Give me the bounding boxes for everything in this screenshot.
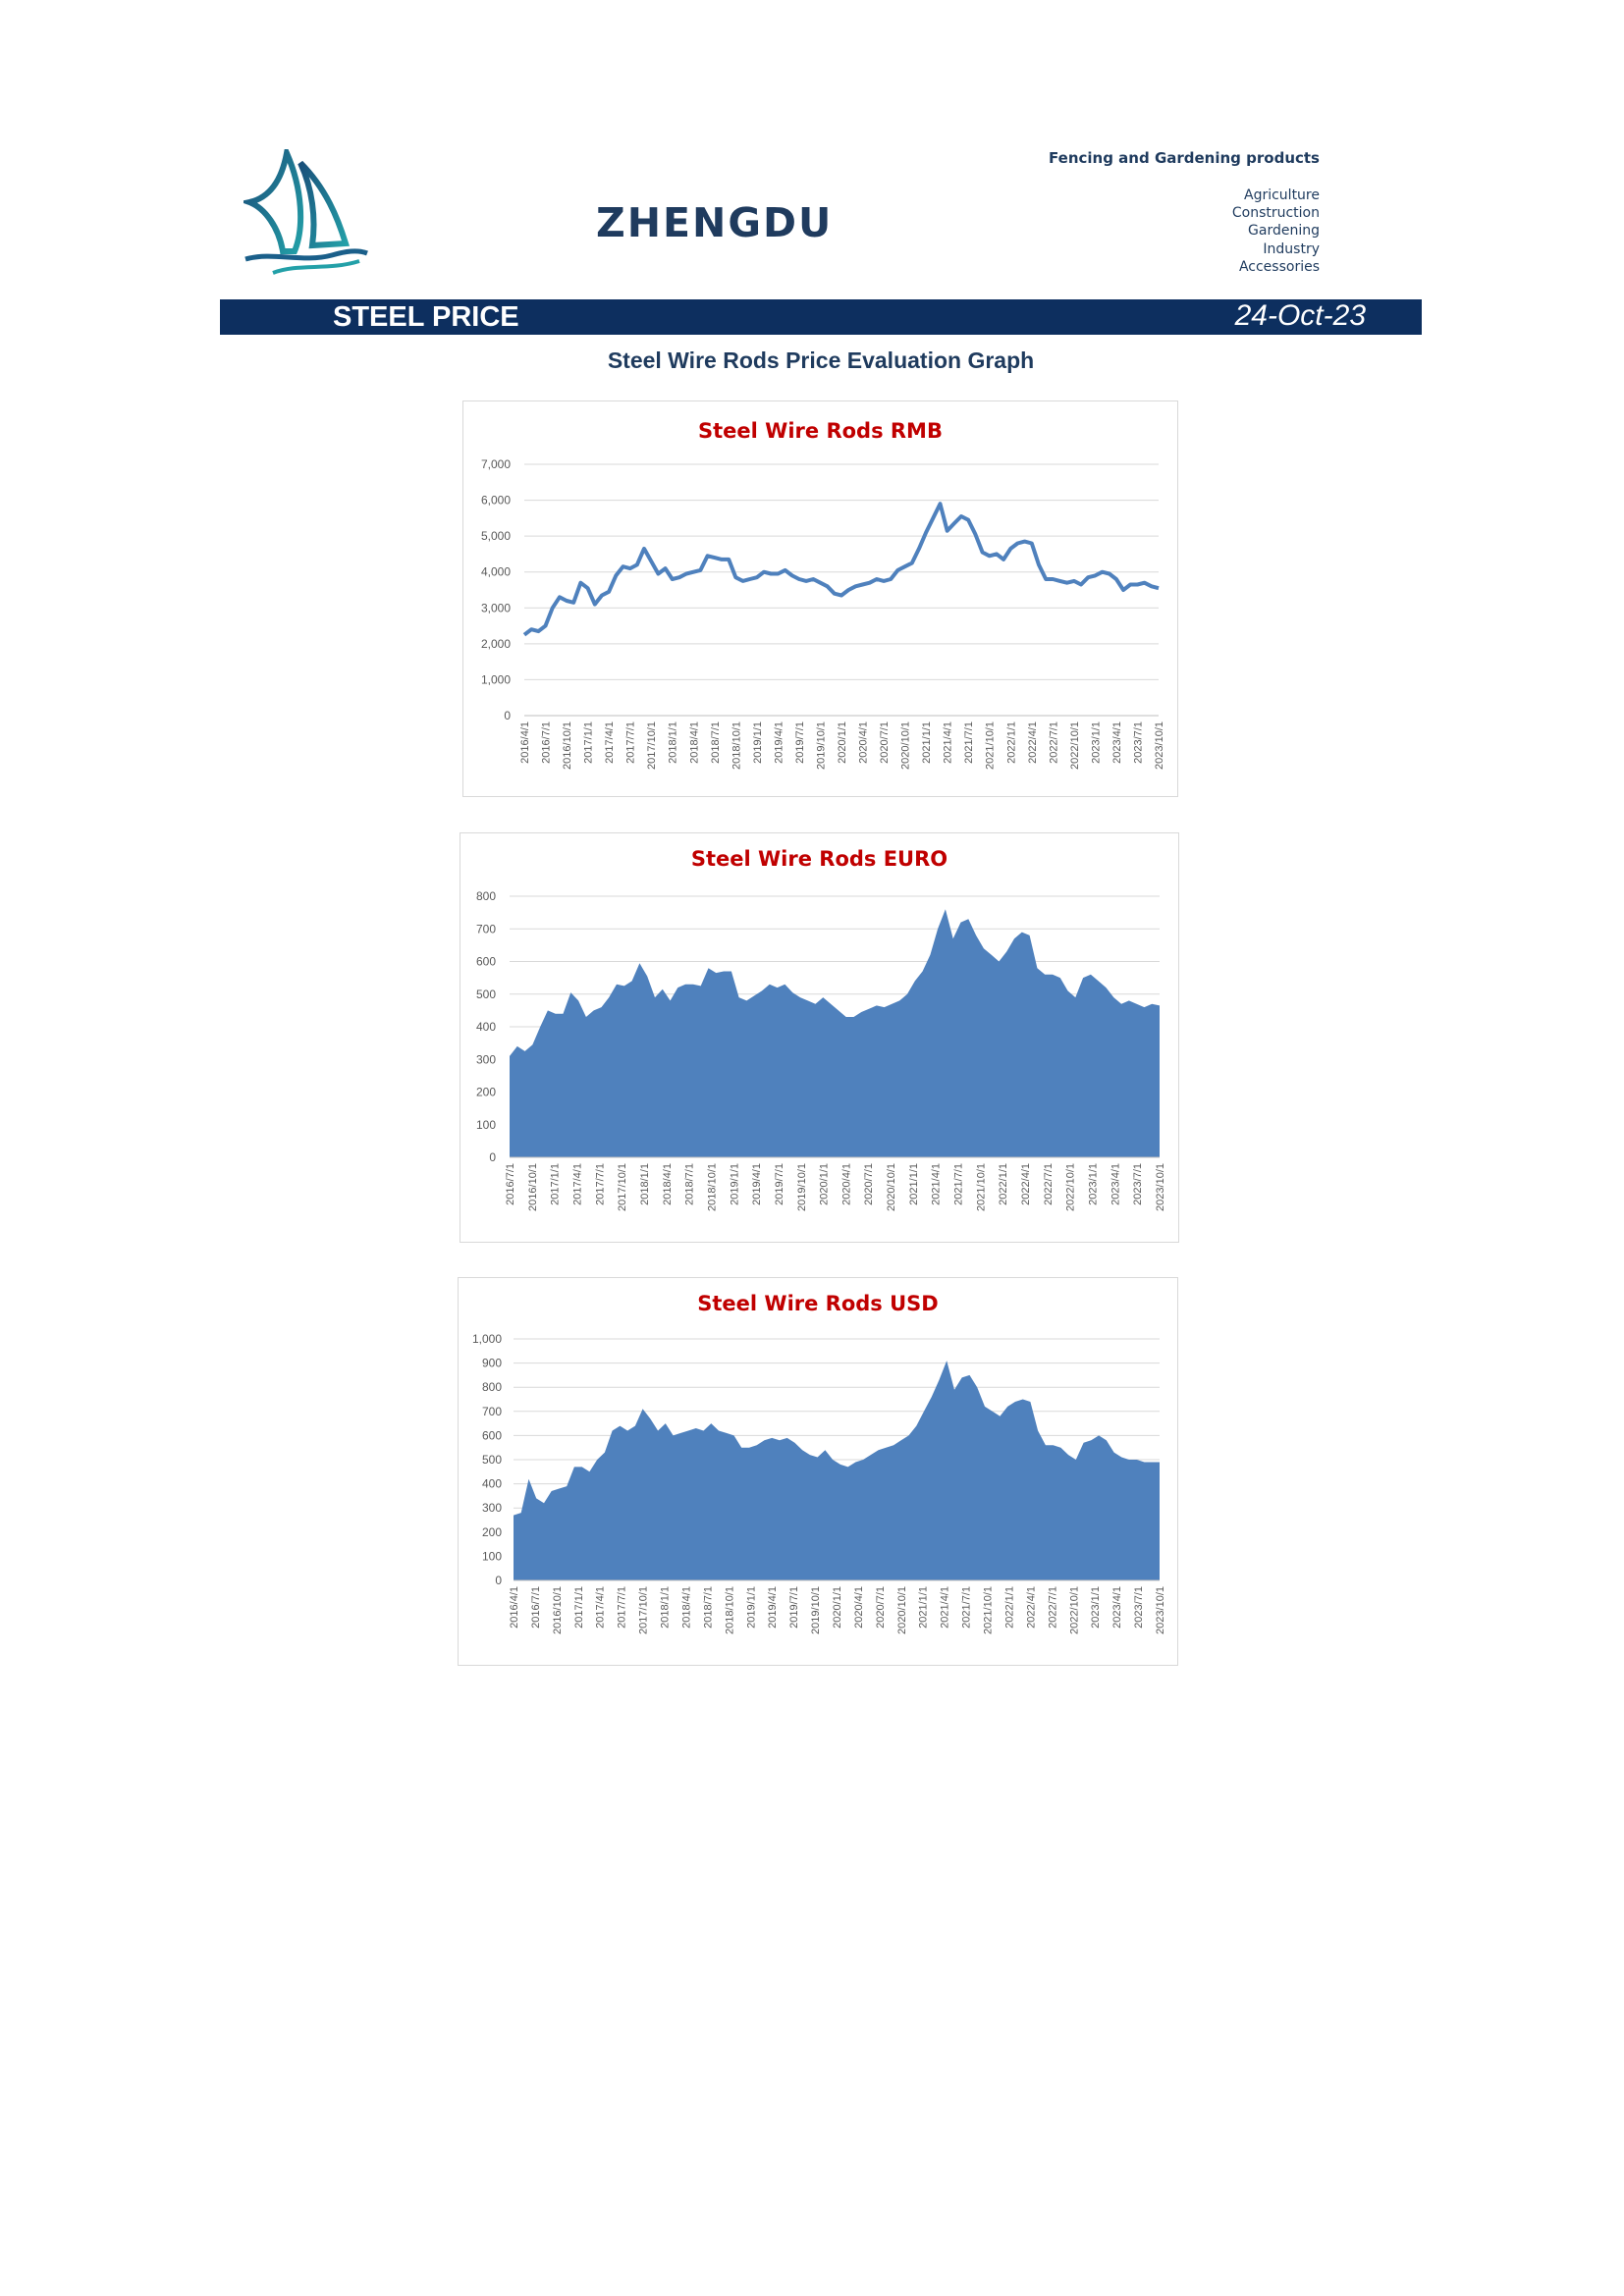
y-tick-label: 0 (504, 709, 511, 722)
y-tick-label: 600 (475, 954, 496, 969)
x-tick-label: 2022/4/1 (1020, 1163, 1033, 1205)
x-tick-label: 2020/4/1 (857, 721, 870, 764)
x-tick-label: 2016/7/1 (529, 1586, 542, 1629)
chart-svg (463, 401, 1179, 798)
x-tick-label: 2018/4/1 (661, 1163, 674, 1205)
y-tick-label: 200 (481, 1524, 502, 1539)
category-item: Construction (1231, 205, 1320, 222)
chart-euro (460, 832, 1179, 1243)
x-tick-label: 2022/1/1 (998, 1163, 1010, 1205)
x-tick-label: 2021/7/1 (963, 721, 976, 764)
y-tick-label: 6,000 (480, 493, 511, 507)
x-tick-label: 2023/4/1 (1110, 1163, 1122, 1205)
chart-title: Steel Wire Rods RMB (698, 419, 943, 443)
x-tick-label: 2023/10/1 (1155, 1586, 1166, 1634)
chart-usd (458, 1277, 1178, 1666)
x-tick-label: 2016/4/1 (509, 1586, 520, 1629)
sailboat-logo-icon (244, 149, 369, 279)
x-tick-label: 2017/10/1 (617, 1163, 629, 1211)
x-tick-label: 2019/10/1 (810, 1586, 823, 1634)
y-tick-label: 3,000 (480, 601, 511, 615)
x-tick-label: 2018/1/1 (667, 721, 679, 764)
x-tick-label: 2022/4/1 (1025, 1586, 1038, 1629)
x-tick-label: 2023/1/1 (1090, 1586, 1103, 1629)
x-tick-label: 2017/1/1 (572, 1586, 585, 1629)
x-tick-label: 2023/10/1 (1155, 1163, 1166, 1211)
x-tick-label: 2023/1/1 (1087, 1163, 1100, 1205)
y-tick-label: 400 (481, 1476, 502, 1491)
x-tick-label: 2023/7/1 (1133, 1586, 1146, 1629)
x-tick-label: 2019/4/1 (767, 1586, 780, 1629)
y-tick-label: 800 (481, 1380, 502, 1395)
x-tick-label: 2018/4/1 (680, 1586, 693, 1629)
y-tick-label: 500 (481, 1453, 502, 1467)
x-tick-label: 2020/4/1 (852, 1586, 865, 1629)
y-tick-label: 700 (481, 1404, 502, 1418)
x-tick-label: 2019/4/1 (773, 721, 785, 764)
page-subtitle: Steel Wire Rods Price Evaluation Graph (607, 347, 1035, 373)
x-tick-label: 2019/1/1 (751, 721, 764, 764)
x-tick-label: 2022/4/1 (1026, 721, 1039, 764)
x-tick-label: 2019/10/1 (815, 721, 828, 770)
y-tick-label: 4,000 (480, 564, 511, 579)
y-tick-label: 100 (475, 1117, 496, 1132)
y-tick-label: 0 (495, 1574, 502, 1587)
x-tick-label: 2018/7/1 (709, 721, 722, 764)
chart-rmb (462, 400, 1178, 797)
x-tick-label: 2020/10/1 (895, 1586, 908, 1634)
x-tick-label: 2021/1/1 (921, 721, 934, 764)
x-tick-label: 2018/10/1 (724, 1586, 736, 1634)
x-tick-label: 2018/7/1 (702, 1586, 715, 1629)
banner-title: STEEL PRICE (333, 301, 519, 333)
x-tick-label: 2018/1/1 (638, 1163, 651, 1205)
x-tick-label: 2016/4/1 (519, 721, 531, 764)
x-tick-label: 2019/1/1 (745, 1586, 758, 1629)
brand-name: ZHENGDU (596, 199, 834, 246)
y-tick-label: 1,000 (480, 672, 511, 687)
y-tick-label: 300 (481, 1501, 502, 1516)
y-tick-label: 600 (481, 1428, 502, 1443)
x-tick-label: 2017/1/1 (549, 1163, 562, 1205)
tagline: Fencing and Gardening products (1049, 149, 1320, 167)
x-tick-label: 2019/4/1 (751, 1163, 764, 1205)
x-tick-label: 2017/4/1 (594, 1586, 607, 1629)
x-tick-label: 2023/4/1 (1111, 1586, 1124, 1629)
y-tick-label: 500 (475, 987, 496, 1001)
x-tick-label: 2017/7/1 (624, 721, 637, 764)
x-tick-label: 2021/4/1 (939, 1586, 951, 1629)
y-tick-label: 300 (475, 1052, 496, 1067)
y-tick-label: 0 (489, 1150, 496, 1164)
x-tick-label: 2021/1/1 (907, 1163, 920, 1205)
y-tick-label: 7,000 (480, 457, 511, 471)
x-tick-label: 2019/7/1 (788, 1586, 801, 1629)
x-tick-label: 2021/7/1 (960, 1586, 973, 1629)
x-tick-label: 2022/1/1 (1005, 721, 1018, 764)
y-tick-label: 2,000 (480, 636, 511, 651)
x-tick-label: 2018/1/1 (659, 1586, 672, 1629)
category-item: Accessories (1238, 258, 1320, 275)
x-tick-label: 2023/7/1 (1132, 721, 1145, 764)
y-tick-label: 200 (475, 1085, 496, 1099)
x-tick-label: 2017/7/1 (616, 1586, 628, 1629)
x-tick-label: 2019/7/1 (793, 721, 806, 764)
area-series (510, 909, 1160, 1157)
x-tick-label: 2017/4/1 (604, 721, 617, 764)
x-tick-label: 2022/10/1 (1068, 1586, 1081, 1634)
x-tick-label: 2020/4/1 (840, 1163, 853, 1205)
x-tick-label: 2021/10/1 (984, 721, 997, 770)
line-series (524, 504, 1159, 635)
x-tick-label: 2020/7/1 (879, 721, 892, 764)
x-tick-label: 2020/10/1 (886, 1163, 898, 1211)
y-tick-label: 400 (475, 1020, 496, 1034)
x-tick-label: 2022/7/1 (1048, 721, 1060, 764)
area-series (514, 1361, 1160, 1580)
x-tick-label: 2018/10/1 (731, 721, 743, 770)
x-tick-label: 2023/4/1 (1110, 721, 1123, 764)
x-tick-label: 2022/10/1 (1068, 721, 1081, 770)
x-tick-label: 2021/10/1 (975, 1163, 988, 1211)
x-tick-label: 2020/10/1 (899, 721, 912, 770)
banner-date: 24-Oct-23 (1234, 299, 1366, 332)
y-tick-label: 800 (475, 889, 496, 903)
x-tick-label: 2021/4/1 (942, 721, 954, 764)
x-tick-label: 2023/7/1 (1132, 1163, 1145, 1205)
chart-svg (459, 1278, 1179, 1667)
chart-title: Steel Wire Rods EURO (690, 847, 948, 871)
x-tick-label: 2018/10/1 (706, 1163, 719, 1211)
chart-svg (460, 833, 1180, 1244)
x-tick-label: 2017/1/1 (582, 721, 595, 764)
x-tick-label: 2016/7/1 (505, 1163, 516, 1205)
title-banner (220, 299, 1422, 335)
x-tick-label: 2022/1/1 (1003, 1586, 1016, 1629)
x-tick-label: 2018/7/1 (683, 1163, 696, 1205)
x-tick-label: 2019/1/1 (729, 1163, 741, 1205)
x-tick-label: 2022/7/1 (1047, 1586, 1059, 1629)
x-tick-label: 2020/1/1 (837, 721, 848, 764)
y-tick-label: 900 (481, 1356, 502, 1370)
x-tick-label: 2017/4/1 (571, 1163, 584, 1205)
y-tick-label: 700 (475, 922, 496, 936)
x-tick-label: 2021/7/1 (952, 1163, 965, 1205)
x-tick-label: 2021/10/1 (982, 1586, 995, 1634)
chart-title: Steel Wire Rods USD (697, 1292, 939, 1315)
x-tick-label: 2017/10/1 (646, 721, 659, 770)
y-tick-label: 1,000 (471, 1332, 502, 1346)
x-tick-label: 2019/10/1 (795, 1163, 808, 1211)
x-tick-label: 2016/10/1 (526, 1163, 539, 1211)
x-tick-label: 2021/1/1 (917, 1586, 930, 1629)
category-list (1232, 187, 1320, 276)
category-item: Industry (1263, 240, 1320, 257)
x-tick-label: 2021/4/1 (930, 1163, 943, 1205)
x-tick-label: 2022/10/1 (1064, 1163, 1077, 1211)
y-tick-label: 100 (481, 1549, 502, 1564)
category-item: Gardening (1248, 223, 1320, 240)
x-tick-label: 2017/7/1 (594, 1163, 607, 1205)
x-tick-label: 2020/1/1 (818, 1163, 831, 1205)
x-tick-label: 2016/10/1 (551, 1586, 564, 1634)
x-tick-label: 2020/7/1 (863, 1163, 876, 1205)
x-tick-label: 2022/7/1 (1042, 1163, 1055, 1205)
y-tick-label: 5,000 (480, 529, 511, 544)
x-tick-label: 2016/10/1 (562, 721, 574, 770)
x-tick-label: 2016/7/1 (540, 721, 553, 764)
x-tick-label: 2017/10/1 (637, 1586, 650, 1634)
x-tick-label: 2020/7/1 (874, 1586, 887, 1629)
x-tick-label: 2023/10/1 (1154, 721, 1165, 770)
x-tick-label: 2018/4/1 (688, 721, 701, 764)
x-tick-label: 2019/7/1 (773, 1163, 785, 1205)
x-tick-label: 2020/1/1 (832, 1586, 843, 1629)
x-tick-label: 2023/1/1 (1090, 721, 1103, 764)
category-item: Agriculture (1244, 187, 1320, 203)
